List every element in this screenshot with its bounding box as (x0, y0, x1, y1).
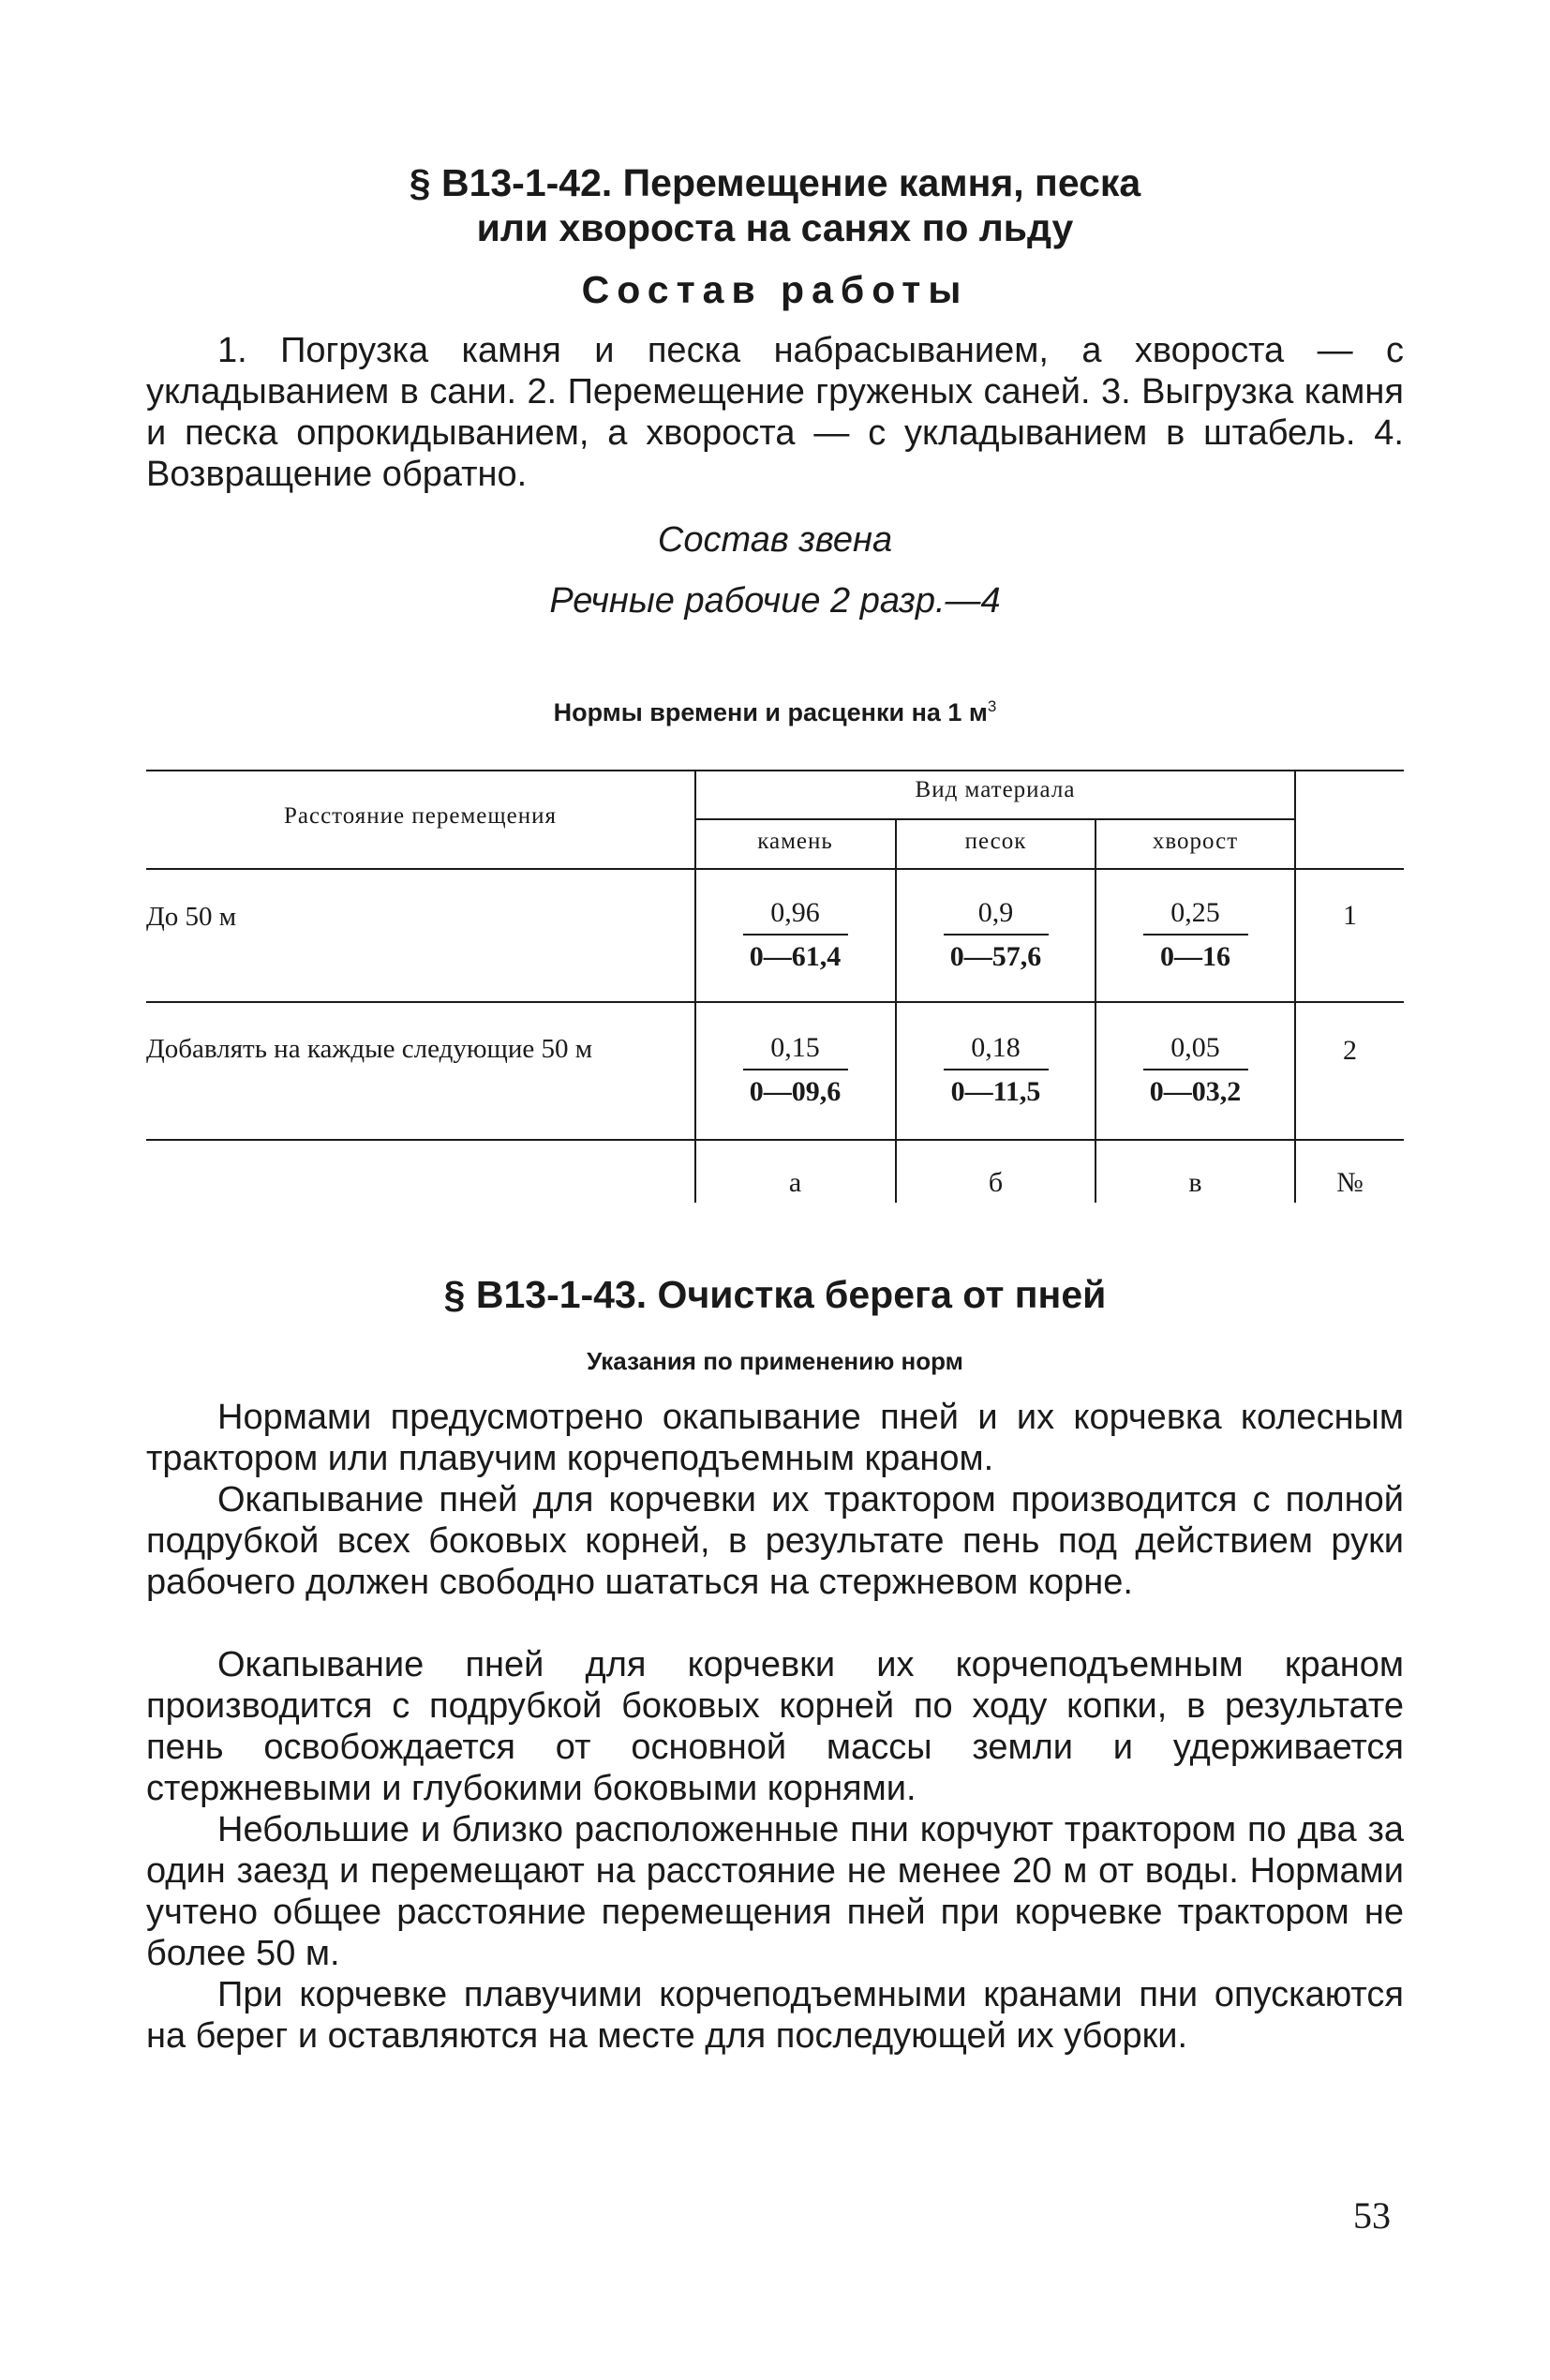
table-vline-3 (1095, 818, 1096, 1203)
fraction-bar (1143, 934, 1248, 936)
table-vline-2 (895, 818, 897, 1203)
cell-norm-rate (896, 894, 1095, 975)
fraction-bar (743, 1069, 848, 1070)
table-bottom-rule (146, 1139, 1404, 1141)
row-label: До 50 м (146, 902, 237, 932)
crew-heading: Состав звена (657, 520, 893, 560)
fraction-bar (944, 1069, 1049, 1070)
rate-value: 0—09,6 (749, 1076, 842, 1107)
rate-value: 0—16 (1160, 941, 1230, 972)
cell-norm-rate (896, 1029, 1095, 1110)
work-composition-heading: Состав работы (581, 268, 969, 311)
norm-value: 0,18 (971, 1032, 1021, 1063)
paragraph: Окапывание пней для корчевки их корчеподъемным краном производится с подрубкой боковых корней по ходу копки, в результате пень освобождается от основной массы земли и удерживается стержневыми и глубокими боковыми корнями. (146, 1645, 1404, 1808)
table-row-rule (146, 1001, 1404, 1003)
cell-norm-rate (1095, 894, 1295, 975)
header-sand: песок (964, 829, 1027, 854)
header-material: Вид материала (915, 777, 1076, 802)
column-letter: б (988, 1167, 1004, 1198)
table-caption-superscript: 3 (987, 697, 997, 715)
fraction-bar (944, 934, 1049, 936)
row-label: Добавлять на каждые следующие 50 м (146, 1034, 593, 1064)
table-top-rule (146, 770, 1404, 771)
table-header-sub-rule (695, 818, 1295, 820)
row-number: 2 (1343, 1035, 1357, 1066)
cell-norm-rate (695, 894, 895, 975)
header-distance: Расстояние перемещения (283, 803, 557, 829)
rate-value: 0—57,6 (949, 941, 1042, 972)
header-brushwood: хворост (1152, 829, 1239, 854)
section2-subtitle: Указания по применению норм (587, 1347, 963, 1375)
fraction-bar (1143, 1069, 1248, 1070)
rate-value: 0—61,4 (749, 941, 842, 972)
table-caption: Нормы времени и расценки на 1 $м^3$ (553, 697, 997, 726)
norm-value: 0,05 (1170, 1032, 1220, 1063)
fraction-bar (743, 934, 848, 936)
cell-norm-rate (695, 1029, 895, 1110)
paragraph: Нормами предусмотрено окапывание пней и их корчевка колесным трактором или плавучим корчеподъемным краном. (146, 1398, 1404, 1478)
paragraph: Небольшие и близко расположенные пни корчуют трактором по два за один заезд и перемещают на расстояние не менее 20 м от воды. Нормами учтено общее расстояние перемещения пней при корчевке трактором не более 50 м. (146, 1810, 1404, 1973)
norm-value: 0,9 (977, 897, 1014, 928)
work-composition-text: 1. Погрузка камня и песка набрасыванием, а хвороста — с укладыванием в сани. 2. Перемещение груженых саней. 3. Выгрузка камня и песка опрокидыванием, а хвороста — с укладыванием в штабель. 4. Возвращение обратно. (146, 331, 1404, 494)
number-column-label: № (1336, 1167, 1364, 1198)
table-header-rule (146, 868, 1404, 870)
norm-value: 0,96 (770, 897, 820, 928)
column-letter: а (788, 1167, 802, 1198)
rate-value: 0—11,5 (950, 1076, 1041, 1107)
section2-title: § В13-1-43. Очистка берега от пней (443, 1273, 1107, 1316)
column-letter: в (1188, 1167, 1202, 1198)
section-title-line2: или хвороста на санях по льду (476, 206, 1074, 249)
norm-value: 0,25 (1170, 897, 1220, 928)
section-title-line1: § В13-1-42. Перемещение камня, песка (409, 161, 1141, 204)
page-number: 53 (1353, 2194, 1391, 2237)
norm-value: 0,15 (770, 1032, 820, 1063)
paragraph: Окапывание пней для корчевки их трактором производится с полной подрубкой всех боковых корней, в результате пень под действием руки рабочего должен свободно шататься на стержневом корне. (146, 1480, 1404, 1602)
rate-value: 0—03,2 (1149, 1076, 1242, 1107)
paragraph: При корчевке плавучими корчеподъемными кранами пни опускаются на берег и оставляются на месте для последующей их уборки. (146, 1975, 1404, 2056)
crew-text: Речные рабочие 2 разр.—4 (549, 581, 1001, 621)
header-stone: камень (757, 829, 833, 854)
row-number: 1 (1343, 900, 1357, 931)
cell-norm-rate (1095, 1029, 1295, 1110)
